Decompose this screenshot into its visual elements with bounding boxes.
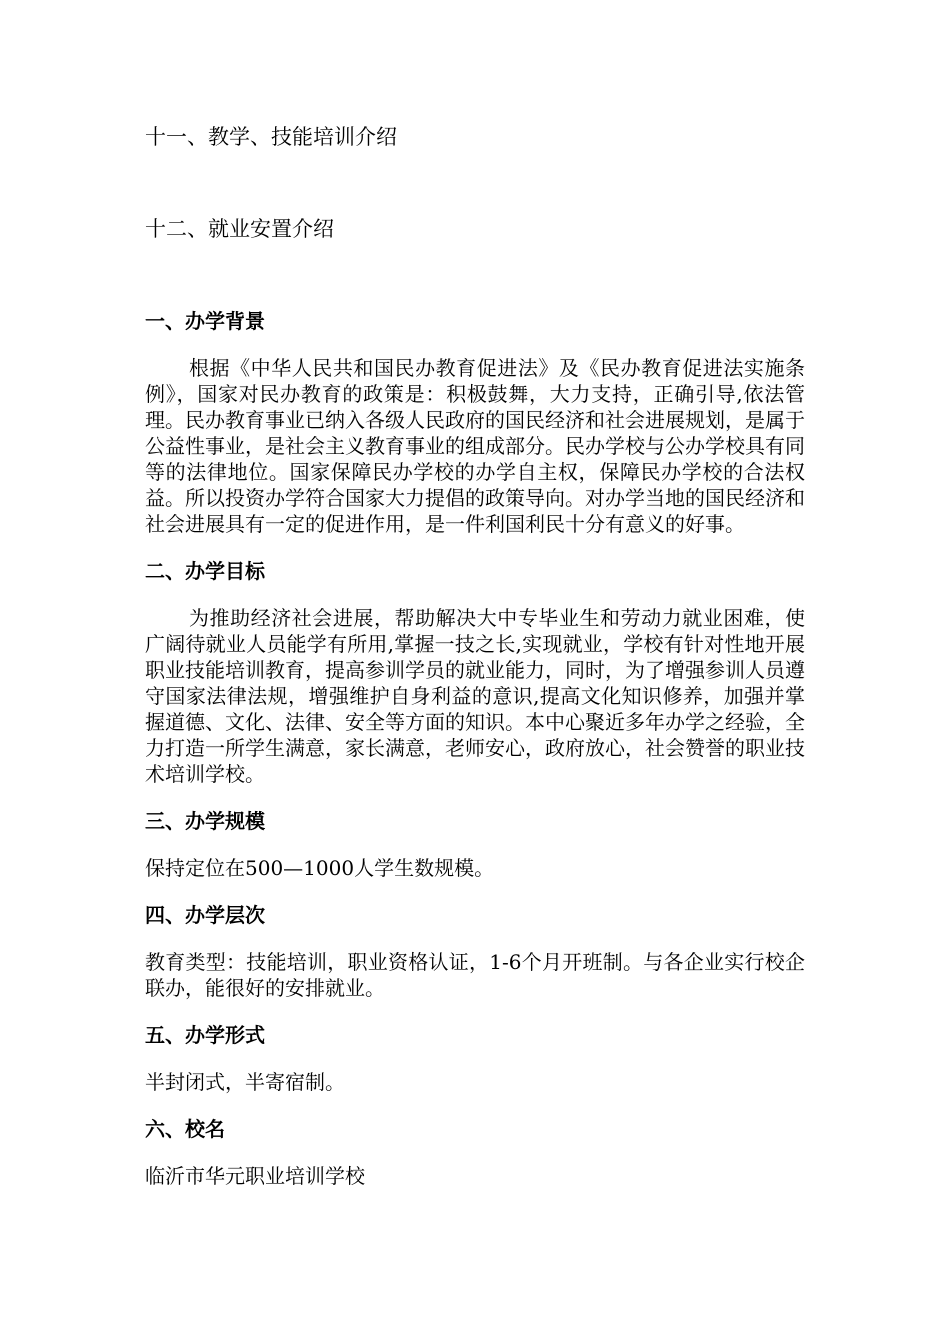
section-body-background: 根据《中华人民共和国民办教育促进法》及《民办教育促进法实施条例》，国家对民办教育的政策是：积极鼓舞，大力支持，正确引导,依法管理。民办教育事业已纳入各级人民政府的国民经济和社会进展规划，是属于公益性事业，是社会主义教育事业的组成部分。民办学校与公办学校具有同等的法律地位。国家保障民办学校的办学自主权，保障民办学校的合法权益。所以投资办学符合国家大力提倡的政策导向。对办学当地的国民经济和社会进展具有一定的促进作用，是一件利国利民十分有意义的好事。 (145, 356, 805, 536)
toc-item-teaching-training: 十一、教学、技能培训介绍 (145, 125, 397, 149)
section-heading-background: 一、办学背景 (145, 309, 265, 333)
section-heading-scale: 三、办学规模 (145, 809, 265, 833)
section-heading-level: 四、办学层次 (145, 903, 265, 927)
section-body-form: 半封闭式，半寄宿制。 (145, 1070, 345, 1094)
section-heading-school-name: 六、校名 (145, 1117, 225, 1141)
section-body-scale: 保持定位在500—1000人学生数规模。 (145, 856, 495, 880)
toc-item-employment: 十二、就业安置介绍 (145, 217, 334, 241)
section-heading-goals: 二、办学目标 (145, 559, 265, 583)
section-body-goals: 为推助经济社会进展，帮助解决大中专毕业生和劳动力就业困难，使广阔待就业人员能学有所用,掌握一技之长,实现就业，学校有针对性地开展职业技能培训教育，提高参训学员的就业能力，同时，为了增强参训人员遵守国家法律法规，增强维护自身利益的意识,提高文化知识修养，加强并掌握道德、文化、法律、安全等方面的知识。本中心聚近多年办学之经验，全力打造一所学生满意，家长满意，老师安心，政府放心，社会赞誉的职业技术培训学校。 (145, 606, 805, 786)
document-body (145, 307, 805, 1209)
section-body-level: 教育类型：技能培训，职业资格认证，1-6个月开班制。与各企业实行校企联办，能很好的安排就业。 (145, 950, 805, 1000)
section-body-school-name: 临沂市华元职业培训学校 (145, 1164, 365, 1188)
section-heading-form: 五、办学形式 (145, 1023, 265, 1047)
